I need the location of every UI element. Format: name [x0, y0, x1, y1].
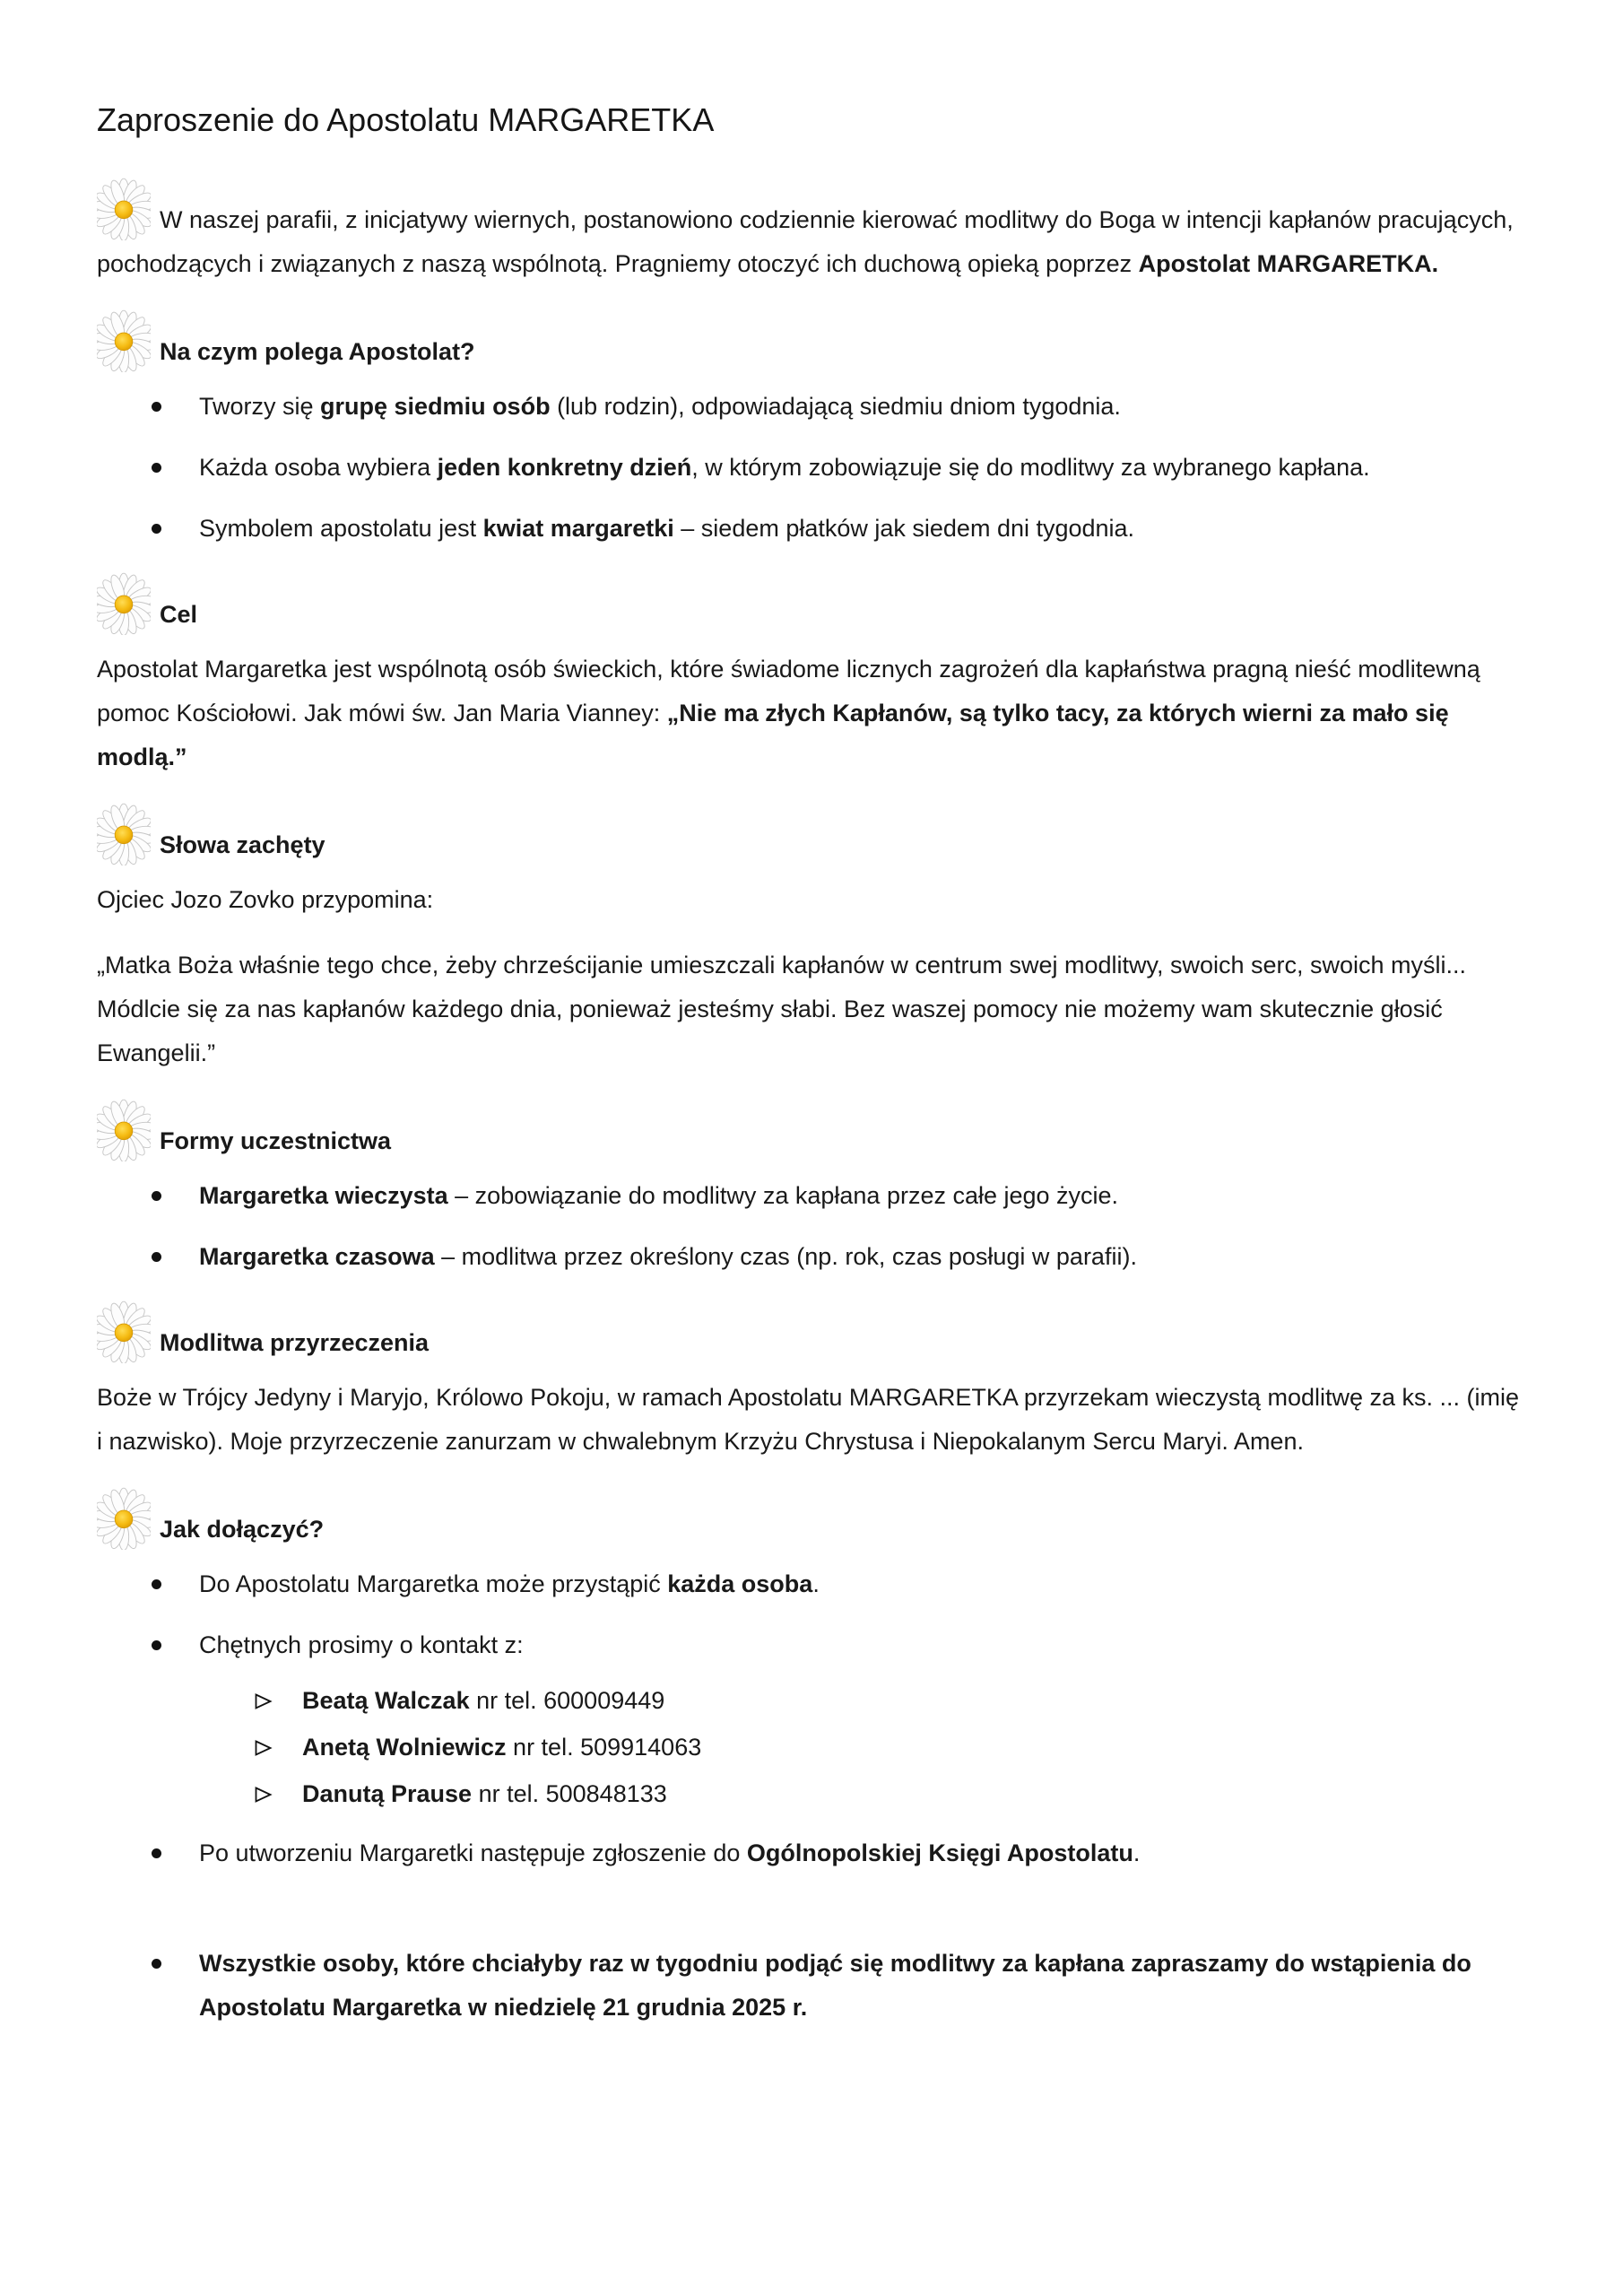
bullet-list — [97, 1562, 1524, 2030]
bullet-dot-icon — [152, 1579, 161, 1589]
list-item-text: Symbolem apostolatu jest kwiat margaretki – siedem płatków jak siedem dni tygodnia. — [199, 515, 1135, 542]
bullet-list — [97, 385, 1524, 551]
list-item — [97, 446, 1524, 490]
contact-item — [199, 1726, 1524, 1768]
section-heading: Słowa zachęty — [160, 831, 325, 858]
list-item-text: Do Apostolatu Margaretka może przystąpić każda osoba. — [199, 1570, 820, 1597]
contact-item — [199, 1773, 1524, 1814]
list-item-text: Tworzy się grupę siedmiu osób (lub rodzin), odpowiadającą siedmiu dniom tygodnia. — [199, 393, 1121, 420]
contact-item — [199, 1680, 1524, 1721]
list-item — [97, 385, 1524, 429]
arrow-bullet-icon — [253, 1691, 274, 1712]
arrow-bullet-icon — [253, 1784, 274, 1805]
daisy-icon — [97, 1097, 151, 1161]
section-paragraph: Apostolat Margaretka jest wspólnotą osób świeckich, które świadome licznych zagrożeń dla kapłaństwa pragną nieść modlitewną pomoc Kościołowi. Jak mówi św. Jan Maria Vianney: „Nie ma złych Kapłanów, są tylko tacy, za których wierni za mało się modlą.” — [97, 656, 1480, 770]
bullet-dot-icon — [152, 1252, 161, 1262]
list-item — [97, 1235, 1524, 1279]
bullet-dot-icon — [152, 1848, 161, 1858]
section-heading-row — [97, 1485, 1524, 1552]
list-item-text: Wszystkie osoby, które chciałyby raz w tygodniu podjąć się modlitwy za kapłana zapraszamy do wstąpienia do Apostolatu Margaretka w niedzielę 21 grudnia 2025 r. — [199, 1950, 1471, 2021]
section-heading-row — [97, 1097, 1524, 1163]
section-heading: Jak dołączyć? — [160, 1516, 325, 1543]
daisy-icon — [97, 1485, 151, 1550]
list-item-text: Margaretka czasowa – modlitwa przez określony czas (np. rok, czas posługi w parafii). — [199, 1243, 1137, 1270]
prayer-paragraph: Boże w Trójcy Jedyny i Maryjo, Królowo Pokoju, w ramach Apostolatu MARGARETKA przyrzekam wieczystą modlitwę za ks. ... (imię i nazwisko). Moje przyrzeczenie zanurzam w chwalebnym Krzyżu Chrystusa i Niepokalanym Sercu Maryi. Amen. — [97, 1384, 1520, 1455]
section-paragraph: Ojciec Jozo Zovko przypomina: — [97, 886, 434, 913]
contact-list — [199, 1680, 1524, 1814]
daisy-icon — [97, 176, 151, 240]
quote-paragraph: „Matka Boża właśnie tego chce, żeby chrześcijanie umieszczali kapłanów w centrum swej modlitwy, swoich serc, swoich myśli... Módlcie się za nas kapłanów każdego dnia, ponieważ jesteśmy słabi. Bez waszej pomocy nie możemy wam skutecznie głosić Ewangelii.” — [97, 952, 1467, 1066]
list-item — [97, 1174, 1524, 1218]
section-heading-row — [97, 570, 1524, 637]
page-title: Zaproszenie do Apostolatu MARGARETKA — [97, 101, 715, 138]
list-item-text: Każda osoba wybiera jeden konkretny dzień, w którym zobowiązuje się do modlitwy za wybranego kapłana. — [199, 454, 1370, 481]
list-item-text: Margaretka wieczysta – zobowiązanie do modlitwy za kapłana przez całe jego życie. — [199, 1182, 1119, 1209]
intro-paragraph — [97, 176, 1524, 286]
section-heading-row — [97, 1299, 1524, 1365]
list-item — [97, 1831, 1524, 1875]
daisy-icon — [97, 570, 151, 635]
contact-text: Beatą Walczak nr tel. 600009449 — [302, 1687, 665, 1714]
bullet-dot-icon — [152, 524, 161, 534]
bullet-dot-icon — [152, 1959, 161, 1969]
bullet-dot-icon — [152, 463, 161, 473]
daisy-icon — [97, 1299, 151, 1363]
daisy-icon — [97, 801, 151, 865]
list-item — [97, 507, 1524, 551]
contact-text: Anetą Wolniewicz nr tel. 509914063 — [302, 1734, 702, 1761]
section-heading: Modlitwa przyrzeczenia — [160, 1329, 430, 1356]
intro-text: W naszej parafii, z inicjatywy wiernych, postanowiono codziennie kierować modlitwy do Boga w intencji kapłanów pracujących, pochodzących i związanych z naszą wspólnotą. Pragniemy otoczyć ich duchową opieką poprzez Apostolat MARGARETKA. — [97, 206, 1514, 277]
list-item — [97, 1623, 1524, 1814]
list-item — [97, 1562, 1524, 1606]
list-item-text: Chętnych prosimy o kontakt z: — [199, 1631, 524, 1658]
bullet-dot-icon — [152, 1640, 161, 1650]
section-heading: Cel — [160, 601, 198, 628]
section-heading-row — [97, 801, 1524, 867]
bullet-list — [97, 1174, 1524, 1279]
bullet-dot-icon — [152, 402, 161, 412]
arrow-bullet-icon — [253, 1737, 274, 1759]
bullet-dot-icon — [152, 1191, 161, 1201]
section-heading: Na czym polega Apostolat? — [160, 338, 475, 365]
section-heading: Formy uczestnictwa — [160, 1127, 392, 1154]
list-item-text: Po utworzeniu Margaretki następuje zgłoszenie do Ogólnopolskiej Księgi Apostolatu. — [199, 1839, 1141, 1866]
daisy-icon — [97, 308, 151, 372]
section-heading-row — [97, 308, 1524, 374]
list-item — [97, 1942, 1524, 2030]
contact-text: Danutą Prause nr tel. 500848133 — [302, 1780, 667, 1807]
